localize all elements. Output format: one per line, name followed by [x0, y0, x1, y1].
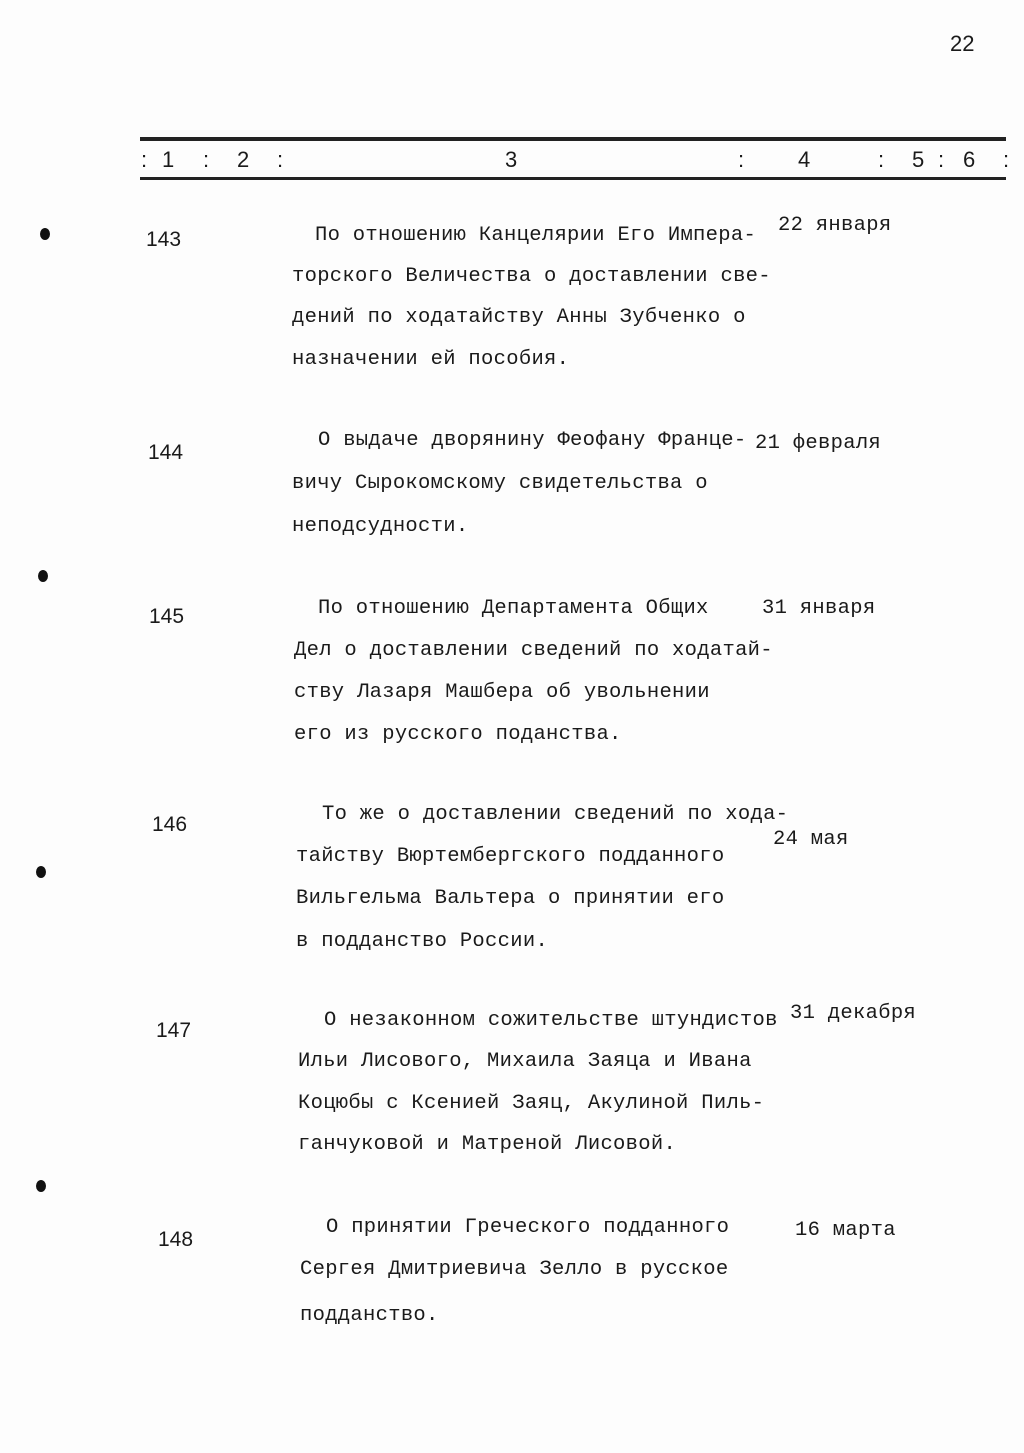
- column-1-header: 1: [162, 147, 175, 172]
- entry-line: дений по ходатайству Анны Зубченко о: [292, 306, 746, 329]
- separator: :: [141, 147, 148, 172]
- entry-date: 31 декабря: [790, 1002, 917, 1025]
- entry-line: в подданство России.: [296, 930, 549, 953]
- column-6-header: 6: [963, 147, 976, 172]
- entry-line: По отношению Департамента Общих: [318, 597, 709, 620]
- entry-line: То же о доставлении сведений по хода-: [322, 803, 789, 826]
- entry-line: ству Лазаря Машбера об увольнении: [294, 681, 710, 704]
- binding-hole-mark: [36, 1180, 46, 1192]
- entry-date: 24 мая: [773, 828, 849, 851]
- entry-date: 31 января: [762, 597, 876, 620]
- entry-line: ганчуковой и Матреной Лисовой.: [298, 1133, 677, 1156]
- binding-hole-mark: [40, 228, 50, 240]
- entry-line: Коцюбы с Ксенией Заяц, Акулиной Пиль-: [298, 1092, 765, 1115]
- entry-number: 144: [148, 441, 184, 464]
- entry-line: Ильи Лисового, Михаила Заяца и Ивана: [298, 1050, 752, 1073]
- entry-line: Вильгельма Вальтера о принятии его: [296, 887, 725, 910]
- entry-line: его из русского поданства.: [294, 723, 622, 746]
- entry-line: тайству Вюртембергского подданного: [296, 845, 725, 868]
- header-bottom-rule: [140, 177, 1006, 180]
- entry-number: 143: [146, 228, 182, 251]
- entry-line: По отношению Канцелярии Его Импера-: [315, 224, 757, 247]
- entry-line: подданство.: [300, 1304, 439, 1327]
- column-2-header: 2: [237, 147, 250, 172]
- binding-hole-mark: [38, 570, 48, 582]
- entry-line: О выдаче дворянину Феофану Франце-: [318, 429, 747, 452]
- header-top-rule: [140, 137, 1006, 141]
- entry-line: назначении ей пособия.: [292, 348, 570, 371]
- entry-line: О принятии Греческого подданного: [326, 1216, 730, 1239]
- separator: :: [878, 147, 885, 172]
- entry-line: О незаконном сожительстве штундистов: [324, 1009, 778, 1032]
- entry-number: 147: [156, 1019, 192, 1042]
- column-4-header: 4: [798, 147, 811, 172]
- entry-date: 21 февраля: [755, 432, 882, 455]
- entry-date: 22 января: [778, 214, 892, 237]
- page-number: 22: [950, 31, 975, 56]
- entry-line: вичу Сырокомскому свидетельства о: [292, 472, 708, 495]
- entry-line: неподсудности.: [292, 515, 469, 538]
- separator: :: [1003, 147, 1010, 172]
- entry-line: Дел о доставлении сведений по ходатай-: [294, 639, 773, 662]
- separator: :: [203, 147, 210, 172]
- entry-line: торского Величества о доставлении све-: [292, 265, 771, 288]
- separator: :: [938, 147, 945, 172]
- entry-number: 148: [158, 1228, 194, 1251]
- binding-hole-mark: [36, 866, 46, 878]
- entry-line: Сергея Дмитриевича Зелло в русское: [300, 1258, 729, 1281]
- entry-date: 16 марта: [795, 1219, 896, 1242]
- entry-number: 145: [149, 605, 185, 628]
- column-5-header: 5: [912, 147, 925, 172]
- column-3-header: 3: [505, 147, 518, 172]
- separator: :: [738, 147, 745, 172]
- entry-number: 146: [152, 813, 188, 836]
- separator: :: [277, 147, 284, 172]
